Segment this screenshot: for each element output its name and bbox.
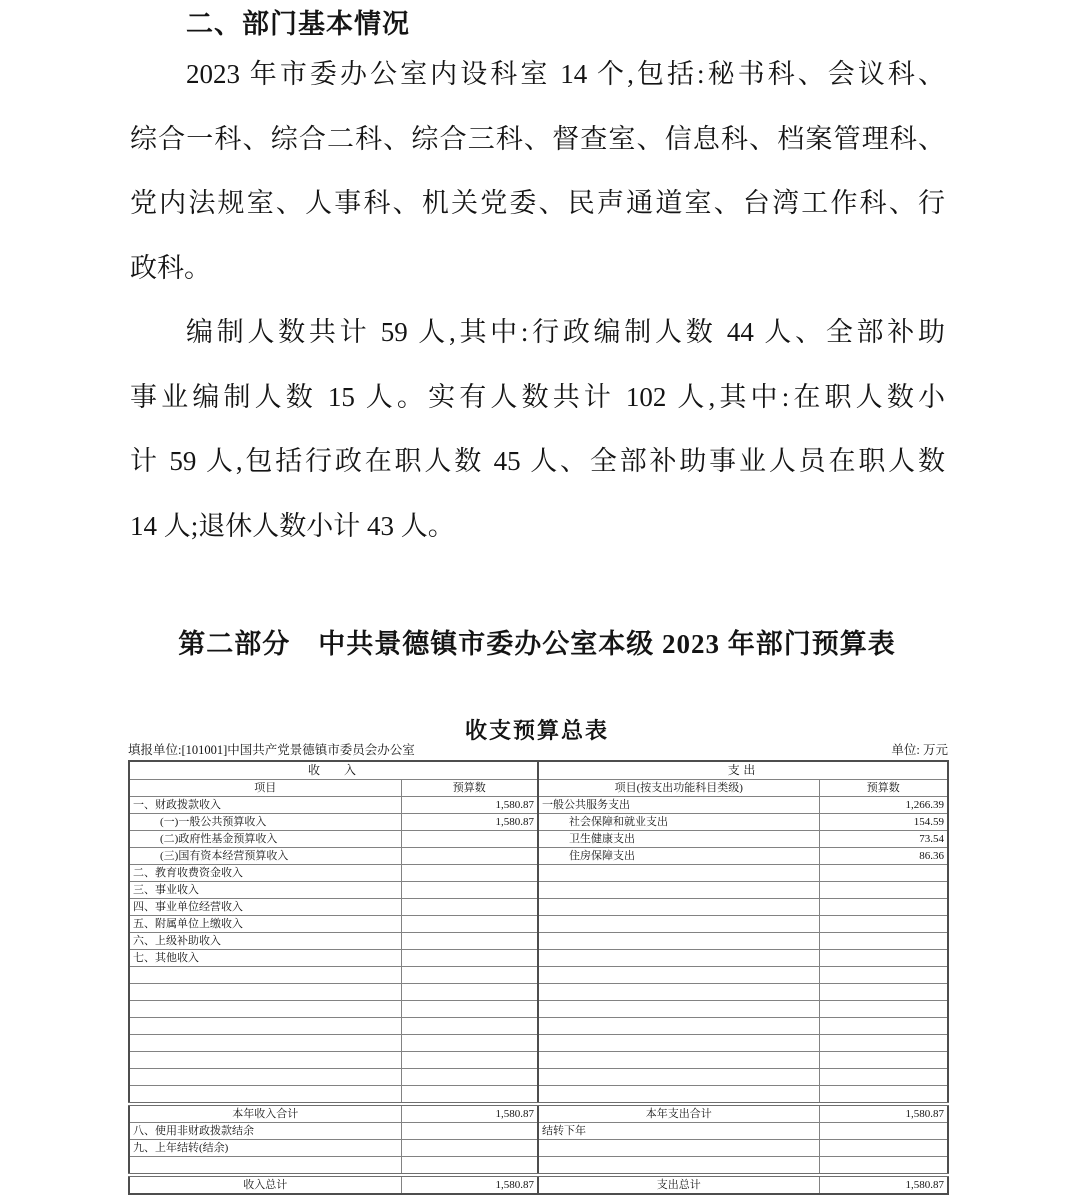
income-item-cell: 四、事业单位经营收入 (129, 899, 401, 916)
expense-budget-cell: 1,266.39 (819, 797, 948, 814)
expense-item-cell: 支出总计 (538, 1175, 819, 1194)
income-budget-cell: 1,580.87 (401, 814, 538, 831)
expense-item-cell (538, 933, 819, 950)
income-group-header: 收入 (129, 761, 538, 780)
expense-budget-cell (819, 984, 948, 1001)
expense-budget-cell: 86.36 (819, 848, 948, 865)
income-budget-cell: 1,580.87 (401, 1175, 538, 1194)
income-budget-cell (401, 967, 538, 984)
paragraph-line: 计 59 人,包括行政在职人数 45 人、全部补助事业人员在职人数 (130, 446, 945, 476)
table-row (129, 1069, 948, 1086)
income-item-cell: 七、其他收入 (129, 950, 401, 967)
income-budget-cell (401, 916, 538, 933)
expense-item-cell: 本年支出合计 (538, 1104, 819, 1123)
table-row (129, 1140, 948, 1157)
income-item-cell: (一)一般公共预算收入 (129, 814, 401, 831)
expense-item-cell (538, 950, 819, 967)
reporting-unit-label: 填报单位:[101001]中国共产党景德镇市委员会办公室 (128, 743, 415, 757)
expense-item-cell (538, 1140, 819, 1157)
paragraph-staffing (130, 300, 945, 558)
budget-table-title: 收支预算总表 (464, 718, 609, 743)
paragraph-line: 2023 年市委办公室内设科室 14 个,包括:秘书科、会议科、 (186, 59, 945, 89)
income-budget-cell (401, 984, 538, 1001)
expense-budget-cell (819, 933, 948, 950)
table-row (129, 1157, 948, 1176)
paragraph-line: 综合一科、综合二科、综合三科、督查室、信息科、档案管理科、 (130, 123, 945, 154)
income-item-cell (129, 1035, 401, 1052)
paragraph-line: 编制人数共计 59 人,其中:行政编制人数 44 人、全部补助 (186, 317, 945, 347)
paragraph-line: 事业编制人数 15 人。实有人数共计 102 人,其中:在职人数小 (130, 381, 945, 412)
income-budget-cell (401, 899, 538, 916)
expense-item-cell (538, 1018, 819, 1035)
table-row (129, 916, 948, 933)
expense-item-cell (538, 882, 819, 899)
expense-budget-cell (819, 950, 948, 967)
expense-budget-cell (819, 1018, 948, 1035)
table-row (129, 1175, 948, 1194)
income-budget-cell (401, 831, 538, 848)
expense-budget-cell (819, 1157, 948, 1176)
section-heading: 二、部门基本情况 (186, 9, 410, 39)
income-budget-header: 预算数 (401, 780, 538, 797)
income-budget-cell: 1,580.87 (401, 797, 538, 814)
expense-budget-cell: 1,580.87 (819, 1104, 948, 1123)
expense-item-cell: 卫生健康支出 (538, 831, 819, 848)
expense-budget-cell (819, 1052, 948, 1069)
expense-item-cell (538, 1157, 819, 1176)
table-row (129, 933, 948, 950)
income-budget-cell (401, 865, 538, 882)
table-row (129, 899, 948, 916)
expense-budget-cell (819, 1140, 948, 1157)
expense-item-cell (538, 1035, 819, 1052)
expense-budget-cell (819, 1123, 948, 1140)
income-item-cell: 九、上年结转(结余) (129, 1140, 401, 1157)
income-budget-cell (401, 1018, 538, 1035)
income-item-cell: 八、使用非财政拨款结余 (129, 1123, 401, 1140)
expense-item-cell (538, 1086, 819, 1105)
expense-budget-cell (819, 1035, 948, 1052)
expense-budget-cell: 154.59 (819, 814, 948, 831)
expense-group-header: 支出 (538, 761, 948, 780)
income-item-header: 项目 (129, 780, 401, 797)
expense-budget-cell (819, 865, 948, 882)
income-item-cell: 五、附属单位上缴收入 (129, 916, 401, 933)
income-item-cell (129, 1001, 401, 1018)
table-row (129, 1123, 948, 1140)
table-row (129, 1086, 948, 1105)
expense-budget-cell (819, 1086, 948, 1105)
table-meta-row (128, 743, 948, 758)
table-row (129, 1052, 948, 1069)
unit-note-label: 单位: 万元 (891, 743, 948, 757)
table-row (129, 831, 948, 848)
paragraph-line: 党内法规室、人事科、机关党委、民声通道室、台湾工作科、行 (130, 188, 945, 218)
table-row (129, 814, 948, 831)
table-row (129, 984, 948, 1001)
income-budget-cell (401, 933, 538, 950)
table-row (129, 950, 948, 967)
expense-item-cell (538, 984, 819, 1001)
paragraph-line: 14 人;退休人数小计 43 人。 (130, 510, 455, 541)
expense-item-cell (538, 1001, 819, 1018)
income-budget-cell (401, 1035, 538, 1052)
income-item-cell: 收入总计 (129, 1175, 401, 1194)
table-row (129, 1104, 948, 1123)
expense-item-cell (538, 1052, 819, 1069)
expense-budget-cell (819, 899, 948, 916)
expense-budget-cell (819, 1001, 948, 1018)
income-item-cell: (三)国有资本经营预算收入 (129, 848, 401, 865)
expense-item-cell (538, 1069, 819, 1086)
expense-item-cell: 社会保障和就业支出 (538, 814, 819, 831)
income-item-cell (129, 1086, 401, 1105)
table-row (129, 882, 948, 899)
table-row (129, 1035, 948, 1052)
income-budget-cell (401, 1157, 538, 1176)
part-two-title: 第二部分 中共景德镇市委办公室本级 2023 年部门预算表 (178, 629, 896, 659)
expense-item-cell (538, 865, 819, 882)
table-row (129, 967, 948, 984)
income-item-cell: 本年收入合计 (129, 1104, 401, 1123)
table-body (129, 797, 948, 1195)
table-row (129, 865, 948, 882)
income-budget-cell (401, 1140, 538, 1157)
income-budget-cell (401, 950, 538, 967)
income-budget-cell (401, 1086, 538, 1105)
income-item-cell: 二、教育收费资金收入 (129, 865, 401, 882)
expense-budget-cell (819, 967, 948, 984)
budget-summary-table (128, 760, 949, 1195)
income-budget-cell (401, 882, 538, 899)
table-row (129, 1001, 948, 1018)
expense-budget-cell: 1,580.87 (819, 1175, 948, 1194)
expense-item-cell (538, 916, 819, 933)
expense-budget-header: 预算数 (819, 780, 948, 797)
expense-item-header: 项目(按支出功能科目类级) (538, 780, 819, 797)
table-row (129, 797, 948, 814)
table-head (129, 761, 948, 797)
income-item-cell (129, 1052, 401, 1069)
expense-item-cell (538, 967, 819, 984)
income-budget-cell (401, 1001, 538, 1018)
table-row (129, 1018, 948, 1035)
expense-budget-cell (819, 916, 948, 933)
income-item-cell: 三、事业收入 (129, 882, 401, 899)
column-header-row (129, 780, 948, 797)
expense-budget-cell (819, 882, 948, 899)
expense-item-cell: 结转下年 (538, 1123, 819, 1140)
table-row (129, 848, 948, 865)
expense-item-cell: 住房保障支出 (538, 848, 819, 865)
paragraph-department-overview (130, 42, 945, 300)
expense-item-cell (538, 899, 819, 916)
income-item-cell (129, 984, 401, 1001)
income-item-cell (129, 1157, 401, 1176)
expense-budget-cell (819, 1069, 948, 1086)
expense-budget-cell: 73.54 (819, 831, 948, 848)
income-item-cell (129, 967, 401, 984)
expense-item-cell: 一般公共服务支出 (538, 797, 819, 814)
income-item-cell: 六、上级补助收入 (129, 933, 401, 950)
income-budget-cell (401, 848, 538, 865)
income-budget-cell (401, 1123, 538, 1140)
income-item-cell (129, 1069, 401, 1086)
income-item-cell: (二)政府性基金预算收入 (129, 831, 401, 848)
income-budget-cell: 1,580.87 (401, 1104, 538, 1123)
income-budget-cell (401, 1052, 538, 1069)
income-item-cell (129, 1018, 401, 1035)
income-budget-cell (401, 1069, 538, 1086)
income-item-cell: 一、财政拨款收入 (129, 797, 401, 814)
group-header-row (129, 761, 948, 780)
paragraph-line: 政科。 (130, 252, 211, 283)
